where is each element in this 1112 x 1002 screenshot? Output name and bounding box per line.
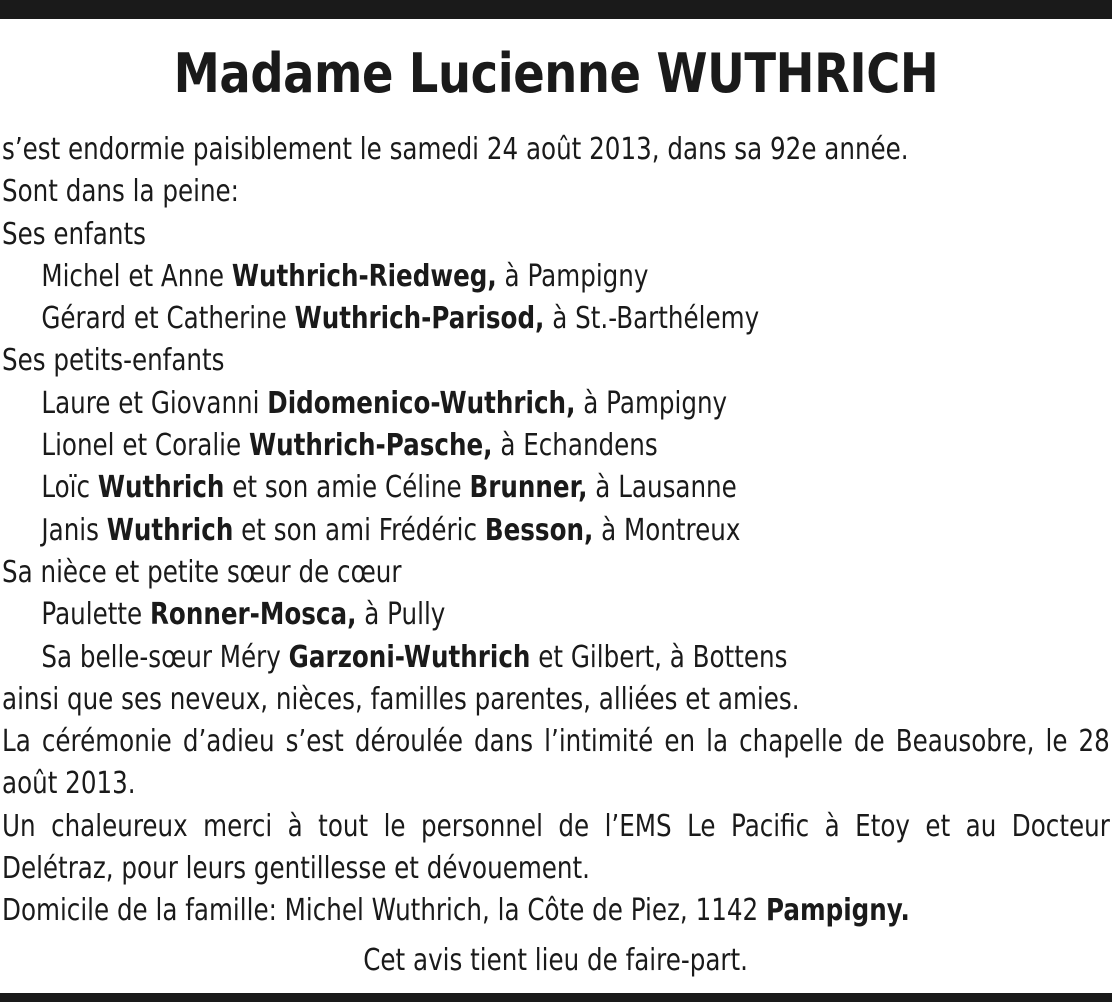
list-item: Janis Wuthrich et son ami Frédéric Besson, à Montreux — [41, 512, 741, 548]
bottom-rule — [0, 993, 1112, 1002]
extended-family-text: ainsi que ses neveux, nièces, familles parentes, alliées et amies. — [2, 681, 800, 717]
list-item: Michel et Anne Wuthrich-Riedweg, à Pampigny — [41, 258, 649, 294]
list-item: Laure et Giovanni Didomenico-Wuthrich, à Pampigny — [41, 385, 728, 421]
list-item: Loïc Wuthrich et son amie Céline Brunner, à Lausanne — [41, 470, 737, 506]
domicile-text: Domicile de la famille: Michel Wuthrich, la Côte de Piez, 1142 Pampigny. — [2, 893, 910, 929]
children-heading: Ses enfants — [2, 216, 146, 252]
notice-body — [2, 129, 1110, 933]
thanks-text: Un chaleureux merci à tout le personnel de l’EMS Le Pacific à Etoy et au Docteur Delétraz, pour leurs gentillesse et dévouement. — [2, 808, 1110, 887]
notice-title: Madame Lucienne WUTHRICH — [173, 42, 939, 105]
list-item: Lionel et Coralie Wuthrich-Pasche, à Echandens — [41, 428, 658, 464]
list-item: Paulette Ronner-Mosca, à Pully — [41, 597, 446, 633]
footer-note: Cet avis tient lieu de faire-part. — [363, 943, 749, 978]
grandchildren-heading: Ses petits-enfants — [2, 343, 225, 379]
intro-text: s’est endormie paisiblement le samedi 24 août 2013, dans sa 92e année. — [2, 132, 909, 167]
list-item: Gérard et Catherine Wuthrich-Parisod, à St.-Barthélemy — [41, 301, 760, 337]
top-rule — [0, 0, 1112, 19]
mourners-heading: Sont dans la peine: — [2, 174, 239, 210]
ceremony-text: La cérémonie d’adieu s’est déroulée dans l’intimité en la chapelle de Beausobre, le 28 août 2013. — [2, 724, 1110, 802]
list-item: Sa belle-sœur Méry Garzoni-Wuthrich et Gilbert, à Bottens — [41, 639, 788, 675]
niece-heading: Sa nièce et petite sœur de cœur — [2, 554, 402, 590]
